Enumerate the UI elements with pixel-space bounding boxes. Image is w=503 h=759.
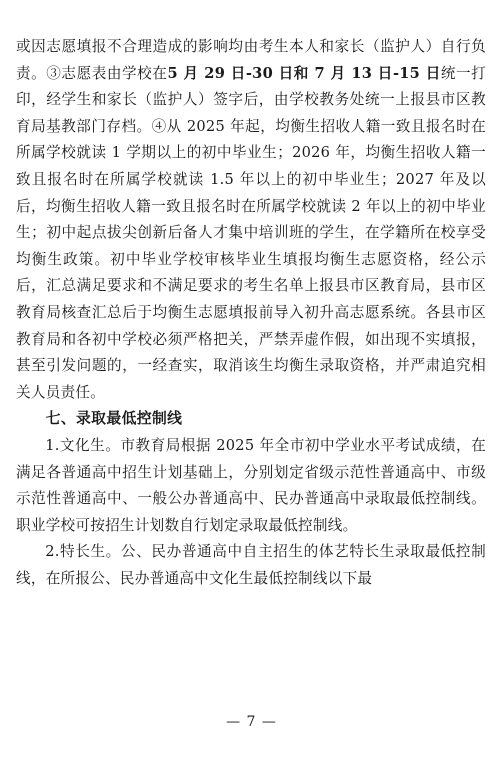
paragraph-text-part-2: 统一打印，经学生和家长（监护人）签字后，由学校教务处统一上报县市区教育局基教部门存档。④从 2025 年起，均衡生招收人籍一致且报名时在所属学校就读 1 学期以上的初中毕业生；2026 年，均衡生招收人籍一致且报名时在所属学校就读 1.5 年以上的初中毕业生；2027 年及以后，均衡生招收人籍一致且报名时在所属学校就读 2 年以上的初中毕业生；初中起点拔尖创新后备人才集中培训班的学生，在学籍所在校享受均衡生政策。初中毕业学校审核毕业生填报均衡生志愿资格，经公示后，汇总满足要求和不满足要求的考生名单上报县市区教育局，县市区教育局核查汇总后于均衡生志愿填报前导入初升高志愿系统。各县市区教育局和各初中学校必须严格把关，严禁弄虚作假，如出现不实填报，甚至引发问题的，一经查实，取消该生均衡生录取资格，并严肃追究相关人员责任。 bbox=[16, 64, 486, 401]
section-heading: 七、录取最低控制线 bbox=[45, 410, 183, 428]
paragraph-culture-students: 1.文化生。市教育局根据 2025 年全市初中学业水平考试成绩，在满足各普通高中招生计划基础上，分别划定省级示范性普通高中、市级示范性普通高中、一般公办普通高中、民办普通高中录取最低控制线。职业学校可按招生计划数自行划定录取最低控制线。 bbox=[16, 436, 486, 534]
paragraph-volunteer-policy bbox=[16, 34, 486, 406]
print-dates: 5 月 29 日-30 日和 7 月 13 日-15 日 bbox=[167, 64, 441, 82]
page-number: — 7 — bbox=[226, 714, 277, 730]
body-text bbox=[16, 34, 486, 592]
paragraph-text-part-1: 或因志愿填报不合理造成的影响均由考生本人和家长（监护人）自行负责。③志愿表由学校在 bbox=[16, 38, 486, 82]
paragraph-special-students: 2.特长生。公、民办普通高中自主招生的体艺特长生录取最低控制线，在所报公、民办普通高中文化生最低控制线以下最 bbox=[16, 543, 486, 587]
